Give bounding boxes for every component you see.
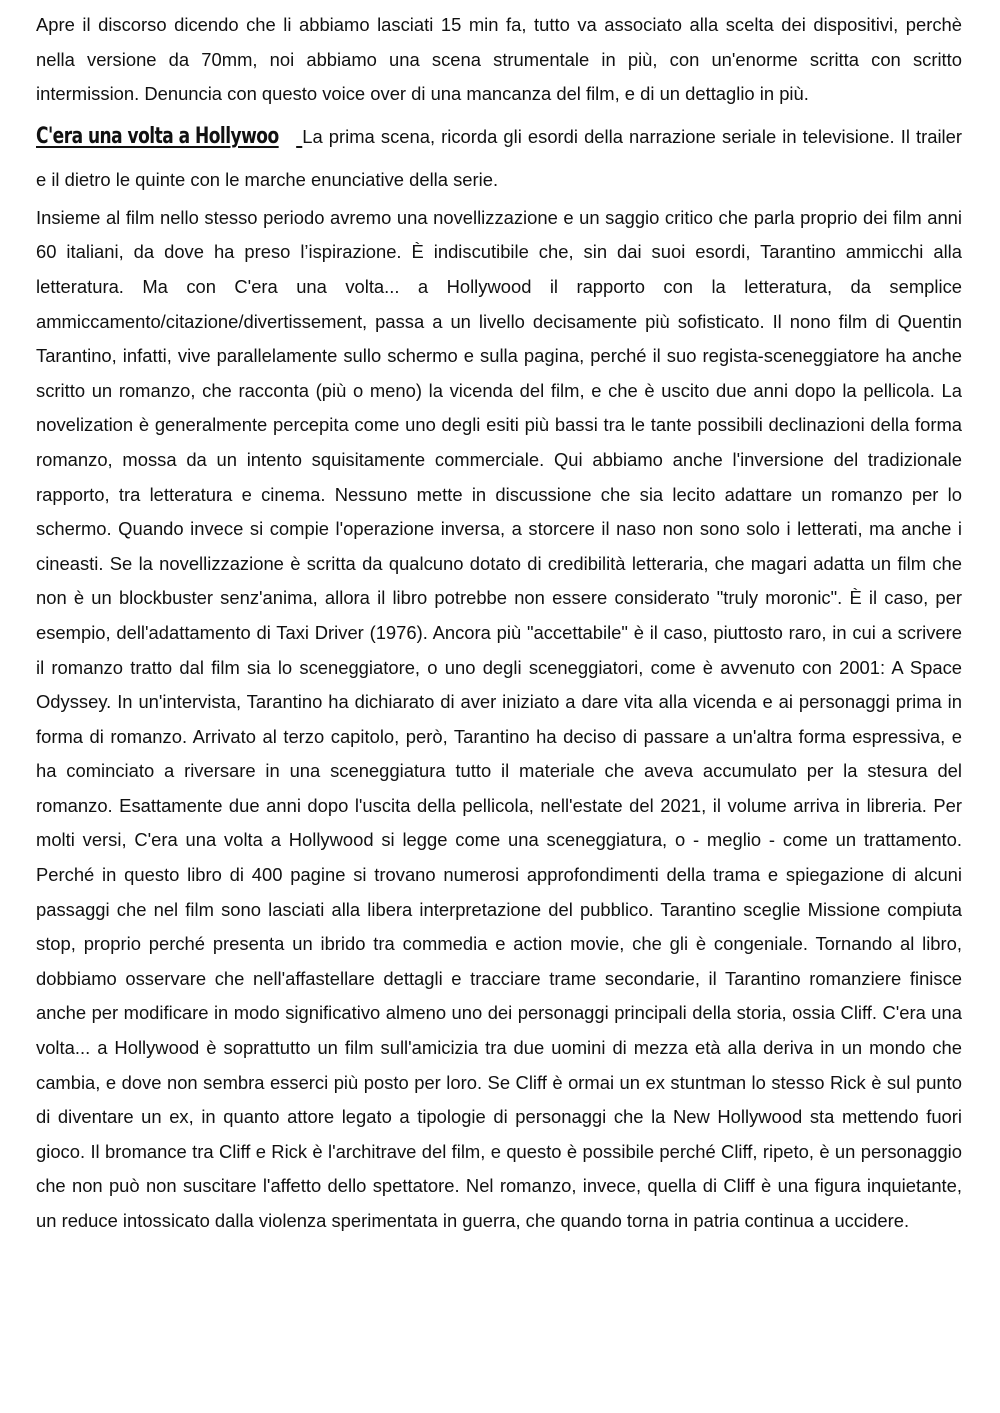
body-paragraph: Insieme al film nello stesso periodo avremo una novellizzazione e un saggio critico che parla proprio dei film anni 60 italiani, da dove ha preso l’ispirazione. È indiscutibile che, sin dai suoi esordi, Tarantino ammicchi alla letteratura. Ma con C'era una volta... a Hollywood il rapporto con la letteratura, da semplice ammiccamento/citazione/divertissement, passa a un livello decisamente più sofisticato. Il nono film di Quentin Tarantino, infatti, vive parallelamente sullo schermo e sulla pagina, perché il suo regista-sceneggiatore ha anche scritto un romanzo, che racconta (più o meno) la vicenda del film, e che è uscito due anni dopo la pellicola. La novelization è generalmente percepita come uno degli esiti più bassi tra le tante possibili declinazioni della forma romanzo, mossa da un intento squisitamente commerciale. Qui abbiamo anche l'inversione del tradizionale rapporto, tra letteratura e cinema. Nessuno mette in discussione che sia lecito adattare un romanzo per lo schermo. Quando invece si compie l'operazione inversa, a storcere il naso non sono solo i letterati, ma anche i cineasti. Se la novellizzazione è scritta da qualcuno dotato di credibilità letteraria, che magari adatta un film che non è un blockbuster senz'anima, allora il libro potrebbe non essere considerato "truly moronic". È il caso, per esempio, dell'adattamento di Taxi Driver (1976). Ancora più "accettabile" è il caso, piuttosto raro, in cui a scrivere il romanzo tratto dal film sia lo sceneggiatore, o uno degli sceneggiatori, come è avvenuto con 2001: A Space Odyssey. In un'intervista, Tarantino ha dichiarato di aver iniziato a dare vita alla vicenda e ai personaggi prima in forma di romanzo. Arrivato al terzo capitolo, però, Tarantino ha deciso di passare a un'altra forma espressiva, e ha cominciato a riversare in una sceneggiatura tutto il materiale che aveva accumulato per la stesura del romanzo. Esattamente due anni dopo l'uscita della pellicola, nell'estate del 2021, il volume arriva in libreria. Per molti versi, C'era una volta a Hollywood si legge come una sceneggiatura, o - meglio - come un trattamento. Perché in questo libro di 400 pagine si trovano numerosi approfondimenti della trama e spiegazione di alcuni passaggi che nel film sono lasciati alla libera interpretazione del pubblico. Tarantino sceglie Missione compiuta stop, proprio perché presenta un ibrido tra commedia e action movie, che gli è congeniale. Tornando al libro, dobbiamo osservare che nell'affastellare dettagli e tracciare trame secondarie, il Tarantino romanziere finisce anche per modificare in modo significativo almeno uno dei personaggi principali della storia, ossia Cliff. C'era una volta... a Hollywood è soprattutto un film sull'amicizia tra due uomini di mezza età alla deriva in un mondo che cambia, e dove non sembra esserci più posto per loro. Se Cliff è ormai un ex stuntman lo stesso Rick è sul punto di diventare un ex, in quanto attore legato a tipologie di personaggi che la New Hollywood sta mettendo fuori gioco. Il bromance tra Cliff e Rick è l'architrave del film, e questo è possibile perché Cliff, ripeto, è un personaggio che non può non suscitare l'affetto dello spettatore. Nel romanzo, invece, quella di Cliff è una figura inquietante, un reduce intossicato dalla violenza sperimentata in guerra, che quando torna in patria continua a uccidere. <box>36 206 962 1231</box>
section-paragraph <box>36 115 962 201</box>
section-heading: C'era una volta a Hollywoo <box>36 123 279 149</box>
section-first-text: La prima scena, ricorda gli esordi della narrazione seriale in televisione. Il trailer e il dietro le quinte con le marche enunciative della serie. <box>36 125 962 190</box>
intro-paragraph: Apre il discorso dicendo che li abbiamo lasciati 15 min fa, tutto va associato alla scelta dei dispositivi, perchè nella versione da 70mm, noi abbiamo una scena strumentale in più, con un'enorme scritta con scritto intermission. Denuncia con questo voice over di una mancanza del film, e di un dettaglio in più. <box>36 14 962 105</box>
document-page <box>36 8 962 1239</box>
